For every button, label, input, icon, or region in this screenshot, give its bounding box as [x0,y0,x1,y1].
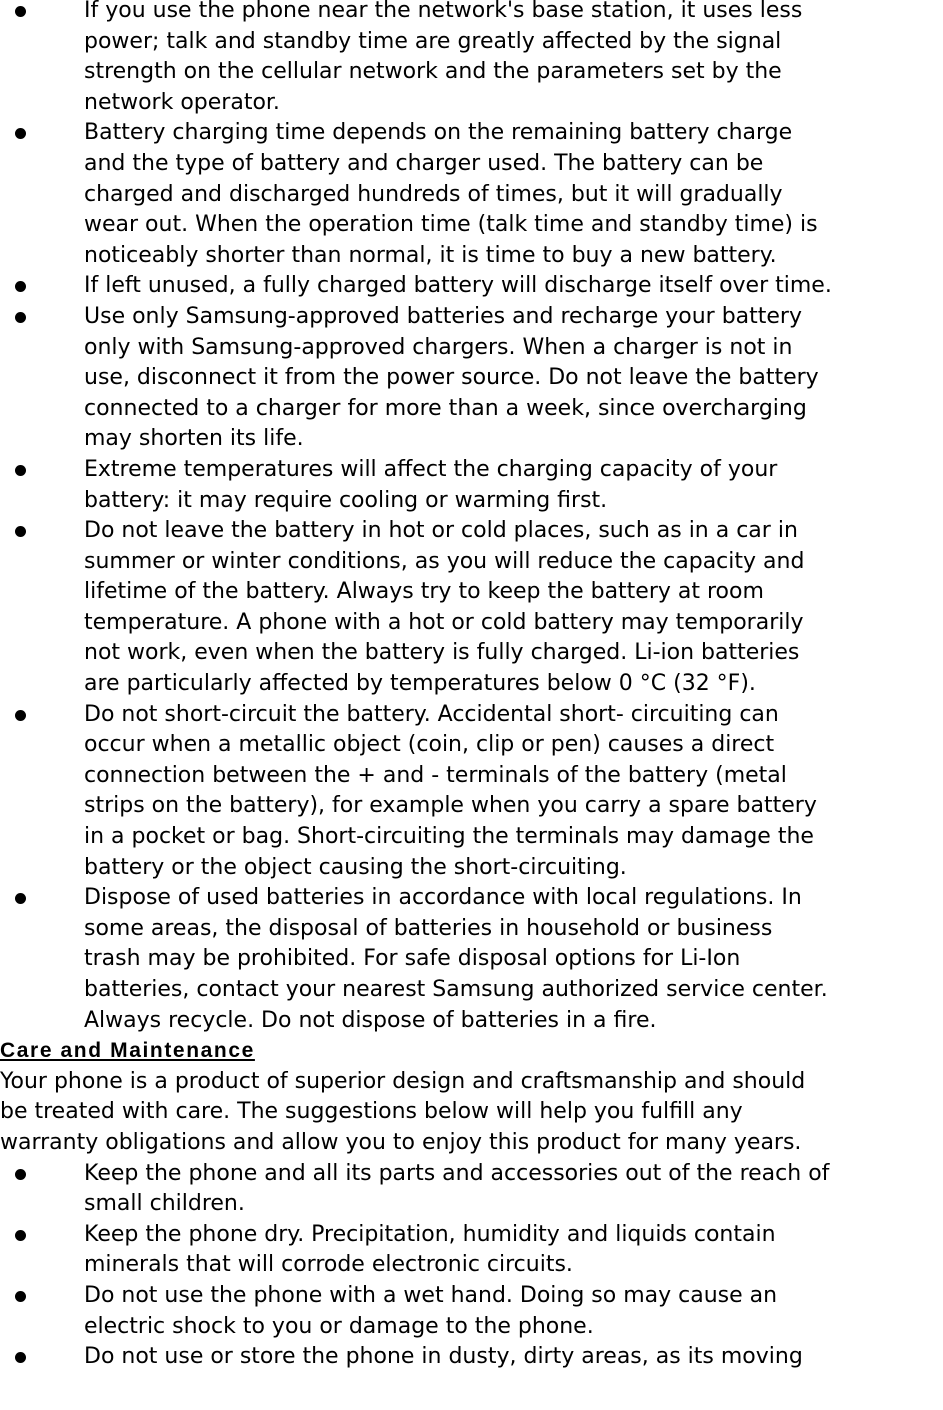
text-line: If left unused, a fully charged battery will discharge itself over time. [84,273,832,299]
bullet-icon [15,893,26,904]
text-line: strips on the battery), for example when you carry a spare battery [84,793,817,819]
bullet-item [0,302,943,455]
text-line: Keep the phone and all its parts and accessories out of the reach of [84,1160,830,1186]
text-line: battery or the object causing the short-circuiting. [84,854,627,880]
bullet-item [0,1342,943,1373]
text-line: Always recycle. Do not dispose of batteries in a fire. [84,1007,657,1033]
text-line: charged and discharged hundreds of times, but it will gradually [84,181,783,207]
text-line: occur when a metallic object (coin, clip or pen) causes a direct [84,732,775,758]
text-line: connection between the + and - terminals of the battery (metal [84,762,787,788]
bullet-icon [15,1230,26,1241]
heading-text: Care and Maintenance [0,1039,255,1063]
bullet-item [0,271,943,302]
text-line: wear out. When the operation time (talk time and standby time) is [84,212,818,238]
text-line: trash may be prohibited. For safe disposal options for Li-Ion [84,946,741,972]
text-line: not work, even when the battery is fully charged. Li-ion batteries [84,640,800,666]
text-line: some areas, the disposal of batteries in household or business [84,915,773,941]
text-line: summer or winter conditions, as you will reduce the capacity and [84,548,805,574]
text-line: small children. [84,1191,245,1217]
bullet-icon [15,710,26,721]
bullet-icon [15,312,26,323]
text-line: power; talk and standby time are greatly affected by the signal [84,28,782,54]
bullet-icon [15,6,26,17]
text-line: Keep the phone dry. Precipitation, humidity and liquids contain [84,1221,776,1247]
bullet-item [0,1281,943,1342]
text-line: Do not short-circuit the battery. Accidental short- circuiting can [84,701,779,727]
text-line: battery: it may require cooling or warming first. [84,487,608,513]
bullet-item [0,455,943,516]
text-line: Battery charging time depends on the remaining battery charge [84,120,793,146]
bullet-icon [15,1169,26,1180]
bullet-item [0,118,943,271]
text-line: use, disconnect it from the power source. Do not leave the battery [84,365,819,391]
bullet-icon [15,1291,26,1302]
text-line: strength on the cellular network and the parameters set by the [84,59,782,85]
text-line: electric shock to you or damage to the phone. [84,1313,594,1339]
text-line: in a pocket or bag. Short-circuiting the terminals may damage the [84,824,814,850]
text-line: may shorten its life. [84,426,304,452]
text-line: are particularly affected by temperatures below 0 °C (32 °F). [84,671,756,697]
bullet-icon [15,526,26,537]
text-line: be treated with care. The suggestions below will help you fulfill any [0,1099,743,1125]
text-line: If you use the phone near the network's base station, it uses less [84,0,803,23]
text-line: network operator. [84,89,280,115]
text-line: Use only Samsung-approved batteries and recharge your battery [84,303,802,329]
bullet-item [0,700,943,884]
text-line: warranty obligations and allow you to enjoy this product for many years. [0,1129,802,1155]
bullet-item [0,0,943,118]
text-line: Dispose of used batteries in accordance with local regulations. In [84,885,802,911]
bullet-item [0,883,943,1036]
bullet-item [0,1220,943,1281]
bullet-item [0,516,943,700]
text-line: Do not leave the battery in hot or cold places, such as in a car in [84,518,798,544]
text-line: Do not use the phone with a wet hand. Doing so may cause an [84,1282,778,1308]
paragraph [0,1067,943,1159]
bullet-icon [15,128,26,139]
text-line: minerals that will corrode electronic circuits. [84,1252,573,1278]
text-line: connected to a charger for more than a week, since overcharging [84,395,807,421]
text-line: noticeably shorter than normal, it is time to buy a new battery. [84,242,777,268]
text-line: and the type of battery and charger used. The battery can be [84,150,764,176]
text-line: Extreme temperatures will affect the charging capacity of your [84,456,778,482]
text-line: temperature. A phone with a hot or cold battery may temporarily [84,609,804,635]
bullet-icon [15,1352,26,1363]
text-line: Your phone is a product of superior design and craftsmanship and should [0,1068,806,1094]
text-line: Do not use or store the phone in dusty, dirty areas, as its moving [84,1344,803,1370]
bullet-item [0,1159,943,1220]
section-heading [0,1036,943,1067]
text-line: only with Samsung-approved chargers. When a charger is not in [84,334,793,360]
bullet-icon [15,465,26,476]
text-line: batteries, contact your nearest Samsung authorized service center. [84,977,828,1002]
text-line: lifetime of the battery. Always try to keep the battery at room [84,579,764,605]
bullet-icon [15,281,26,292]
